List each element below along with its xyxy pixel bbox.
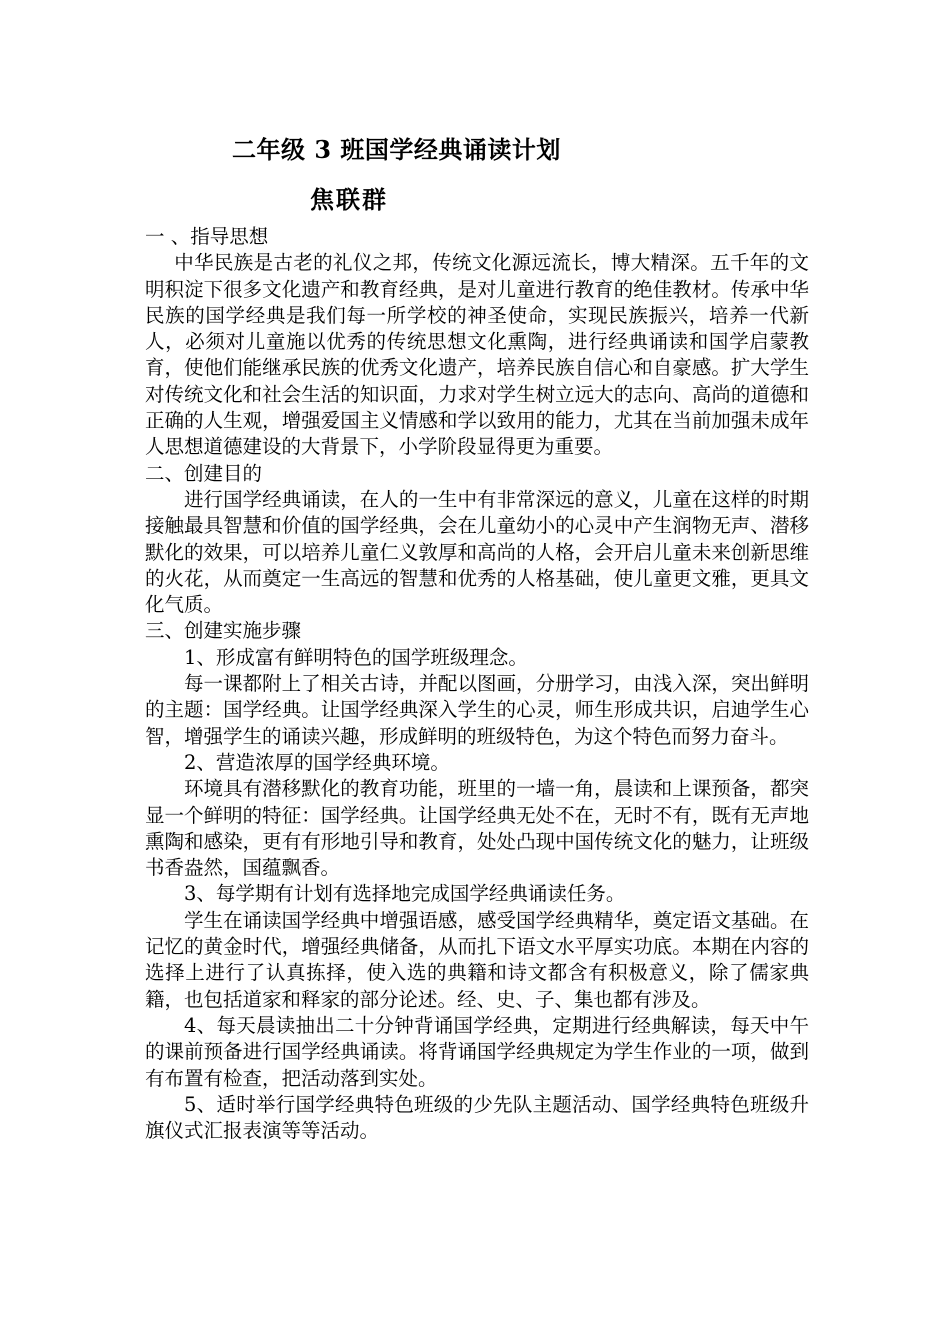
step-2-title: 2、营造浓厚的国学经典环境。 bbox=[184, 750, 450, 774]
paragraph-purpose: 进行国学经典诵读，在人的一生中有非常深远的意义，儿童在这样的时期接触最具智慧和价值的国学经典，会在儿童幼小的心灵中产生润物无声、潜移默化的效果，可以培养儿童仁义敦厚和高尚的人格，会开启儿童未来创新思维的火花，从而奠定一生高远的智慧和优秀的人格基础，使儿童更文雅，更具文化气质。 bbox=[145, 487, 809, 617]
document-author: 焦联群 bbox=[310, 185, 388, 214]
document-body bbox=[145, 224, 809, 1144]
step-4-text: 4、每天晨读抽出二十分钟背诵国学经典，定期进行经典解读，每天中午的课前预备进行国学经典诵读。将背诵国学经典规定为学生作业的一项，做到有布置有检查，把活动落到实处。 bbox=[145, 1013, 809, 1090]
step-1-title: 1、形成富有鲜明特色的国学班级理念。 bbox=[184, 645, 528, 669]
section-heading-steps: 三、创建实施步骤 bbox=[145, 619, 302, 643]
step-5-text: 5、适时举行国学经典特色班级的少先队主题活动、国学经典特色班级升旗仪式汇报表演等等活动。 bbox=[145, 1092, 809, 1143]
section-heading-guiding-thought: 一 、指导思想 bbox=[145, 225, 269, 248]
step-3-text: 学生在诵读国学经典中增强语感，感受国学经典精华，奠定语文基础。在记忆的黄金时代，增强经典储备，从而扎下语文水平厚实功底。本期在内容的选择上进行了认真拣择，使入选的典籍和诗文都含有积极意义，除了儒家典籍，也包括道家和释家的部分论述。经、史、子、集也都有涉及。 bbox=[145, 908, 809, 1011]
paragraph-guiding-thought: 中华民族是古老的礼仪之邦，传统文化源远流长，博大精深。五千年的文明积淀下很多文化遗产和教育经典，是对儿童进行教育的绝佳教材。传承中华民族的国学经典是我们每一所学校的神圣使命，实现民族振兴，培养一代新人，必须对儿童施以优秀的传统思想文化熏陶，进行经典诵读和国学启蒙教育，使他们能继承民族的优秀文化遗产，培养民族自信心和自豪感。扩大学生对传统文化和社会生活的知识面，力求对学生树立远大的志向、高尚的道德和正确的人生观，增强爱国主义情感和学以致用的能力，尤其在当前加强未成年人思想道德建设的大背景下，小学阶段显得更为重要。 bbox=[145, 251, 809, 459]
section-heading-purpose: 二、创建目的 bbox=[145, 461, 263, 485]
document-title: 二年级 3 班国学经典诵读计划 bbox=[232, 135, 561, 164]
step-2-text: 环境具有潜移默化的教育功能，班里的一墙一角，晨读和上课预备，都突显一个鲜明的特征：国学经典。让国学经典无处不在，无时不有，既有无声地熏陶和感染，更有有形地引导和教育，处处凸现中国传统文化的魅力，让班级书香盎然，国蕴飘香。 bbox=[145, 777, 809, 880]
step-3-title: 3、每学期有计划有选择地完成国学经典诵读任务。 bbox=[184, 882, 626, 906]
step-1-text: 每一课都附上了相关古诗，并配以图画，分册学习，由浅入深，突出鲜明的主题：国学经典。让国学经典深入学生的心灵，师生形成共识，启迪学生心智，增强学生的诵读兴趣，形成鲜明的班级特色，为这个特色而努力奋斗。 bbox=[145, 672, 809, 748]
